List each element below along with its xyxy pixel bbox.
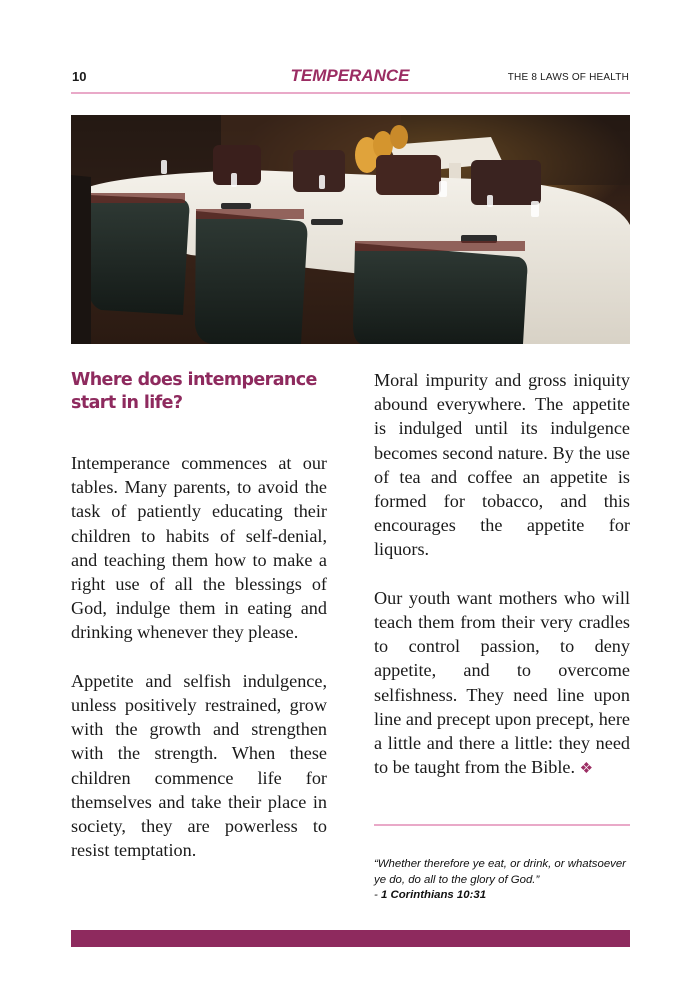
right-column (374, 368, 630, 781)
footer-bar (71, 930, 630, 947)
paragraph: Moral impurity and gross iniquity abound everywhere. The appetite is indulged until its indulgence becomes second nature. By the use of tea and coffee an appetite is formed for tobacco, and this encourages the appetite for liquors. (374, 370, 630, 560)
page-number: 10 (72, 69, 87, 84)
section-title: TEMPERANCE (290, 66, 410, 85)
paragraph: Appetite and selfish indulgence, unless positively restrained, grow with the growth and strengthen with the strength. When these children commence life for themselves and take their place in society, they are powerless to resist temptation. (71, 670, 327, 861)
paragraph: Intemperance commences at our tables. Many parents, to avoid the task of patiently educating their children to habits of self-denial, and teaching them how to make a right use of all the blessings of God, indulge them in eating and drinking whenever they please. (71, 453, 327, 643)
quote-reference: 1 Corinthians 10:31 (380, 889, 487, 901)
scripture-quote (374, 857, 636, 904)
end-ornament-icon: ❖ (579, 761, 594, 778)
book-title: THE 8 LAWS OF HEALTH (507, 72, 629, 83)
restaurant-table-photo (71, 115, 630, 344)
quote-reference-prefix: - (374, 889, 381, 901)
paragraph (374, 586, 630, 782)
header-divider (71, 92, 630, 94)
paragraph-text: Our youth want mothers who will teach them from their very cradles to control passion, to deny appetite, and to overcome selfishness. They need line upon line and precept upon precept, here a little and there a little: they need to be taught from the Bible. (374, 587, 630, 778)
left-column (71, 451, 327, 862)
article-heading: Where does intemperance start in life? (71, 370, 317, 413)
quote-divider (374, 824, 630, 826)
quote-text: “Whether therefore ye eat, or drink, or whatsoever ye do, do all to the glory of God.” (374, 858, 626, 886)
